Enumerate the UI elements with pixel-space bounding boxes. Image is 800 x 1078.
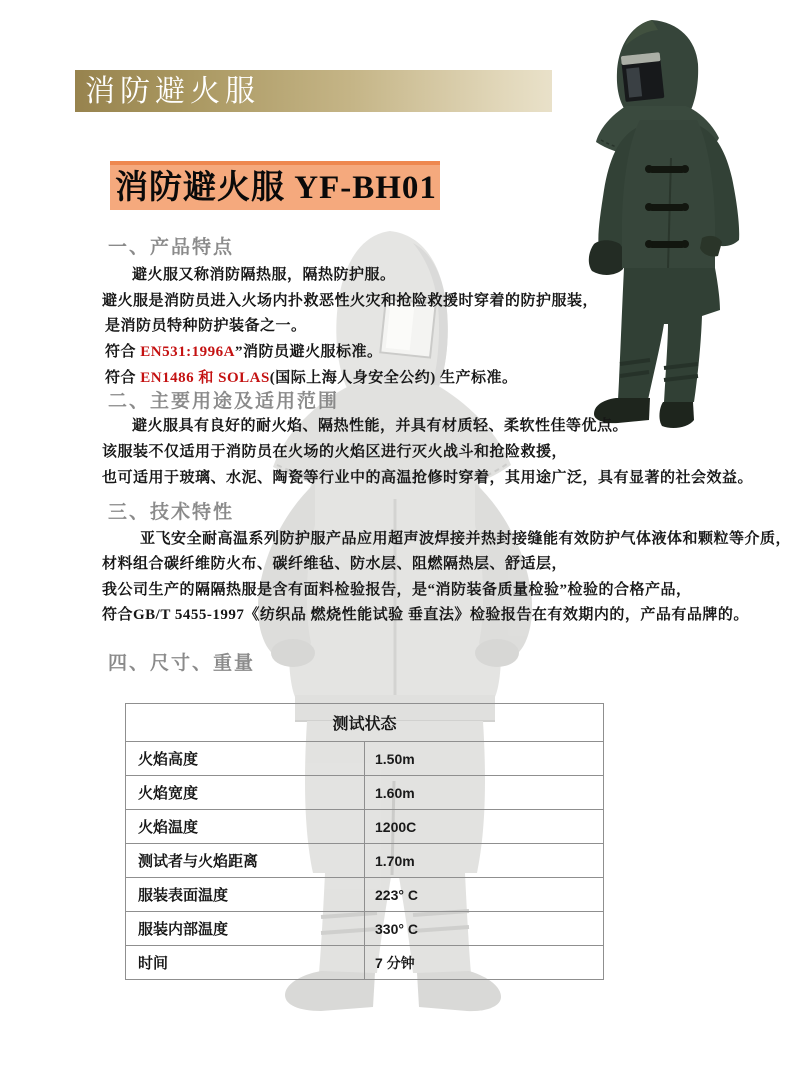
section-3-line-3: 我公司生产的隔隔热服是含有面料检验报告，是“消防装备质量检验”检验的合格产品， <box>102 582 692 598</box>
section-2-line-3: 也可适用于玻璃、水泥、陶瓷等行业中的高温抢修时穿着，其用途广泛，具有显著的社会效益。 <box>102 470 754 486</box>
table-row <box>126 776 604 810</box>
section-2-line-2: 该服装不仅适用于消防员在火场的火焰区进行灭火战斗和抢险救援， <box>102 444 568 460</box>
banner-title: 消防避火服 <box>85 75 260 108</box>
row-label: 火焰温度 <box>126 810 365 844</box>
standard-en531: EN531:1996A <box>140 344 235 360</box>
section-1-heading: 一、产品特点 <box>108 237 235 258</box>
row-label: 火焰宽度 <box>126 776 365 810</box>
section-1-line-3: 是消防员特种防护装备之一。 <box>105 318 307 334</box>
row-value: 1.70m <box>365 844 604 878</box>
section-3-heading: 三、技术特性 <box>108 502 235 523</box>
table-row <box>126 844 604 878</box>
product-title: 消防避火服 YF-BH01 <box>115 170 437 206</box>
section-1-line-4 <box>105 340 382 361</box>
row-value: 223° C <box>365 878 604 912</box>
table-row <box>126 878 604 912</box>
fire-suit-drawing <box>552 8 797 428</box>
table-row <box>126 912 604 946</box>
section-1-line-5 <box>105 366 518 387</box>
section-3-line-4: 符合GB/T 5455-1997《纺织品 燃烧性能试验 垂直法》检验报告在有效期内的，产品有品牌的。 <box>102 607 749 623</box>
product-title-bar <box>110 161 440 210</box>
table-row <box>126 810 604 844</box>
standard-text-prefix: 符合 <box>105 344 141 360</box>
row-label: 服装表面温度 <box>126 878 365 912</box>
section-1-line-2: 避火服是消防员进入火场内扑救恶性火灾和抢险救援时穿着的防护服装， <box>102 293 599 309</box>
table-row <box>126 946 604 980</box>
row-label: 火焰高度 <box>126 742 365 776</box>
section-3-line-1: 亚飞安全耐高温系列防护服产品应用超声波焊接并热封接缝能有效防护气体液体和颗粒等介质， <box>140 531 792 547</box>
standard-text-suffix-2: (国际上海人身安全公约) 生产标准。 <box>269 370 518 386</box>
table-header-row <box>126 704 604 742</box>
section-2-line-1: 避火服具有良好的耐火焰、隔热性能，并具有材质轻、柔软性佳等优点。 <box>132 418 629 434</box>
row-label: 测试者与火焰距离 <box>126 844 365 878</box>
table-row <box>126 742 604 776</box>
row-label: 时间 <box>126 946 365 980</box>
product-photo <box>552 8 800 433</box>
standard-en1486-solas: EN1486 和 SOLAS <box>140 370 270 386</box>
standard-text-suffix: ”消防员避火服标准。 <box>234 344 383 360</box>
row-value: 330° C <box>365 912 604 946</box>
row-value: 7 分钟 <box>365 946 604 980</box>
section-2-heading: 二、主要用途及适用范围 <box>108 391 340 412</box>
section-4-heading: 四、尺寸、重量 <box>108 653 256 674</box>
row-value: 1.50m <box>365 742 604 776</box>
section-3-line-2: 材料组合碳纤维防火布、碳纤维毡、防水层、阻燃隔热层、舒适层， <box>102 556 568 572</box>
row-value: 1.60m <box>365 776 604 810</box>
row-label: 服装内部温度 <box>126 912 365 946</box>
row-value: 1200C <box>365 810 604 844</box>
table-header: 测试状态 <box>126 704 604 742</box>
standard-text-prefix-2: 符合 <box>105 370 141 386</box>
section-1-line-1: 避火服又称消防隔热服，隔热防护服。 <box>132 267 396 283</box>
test-status-table <box>125 703 604 980</box>
